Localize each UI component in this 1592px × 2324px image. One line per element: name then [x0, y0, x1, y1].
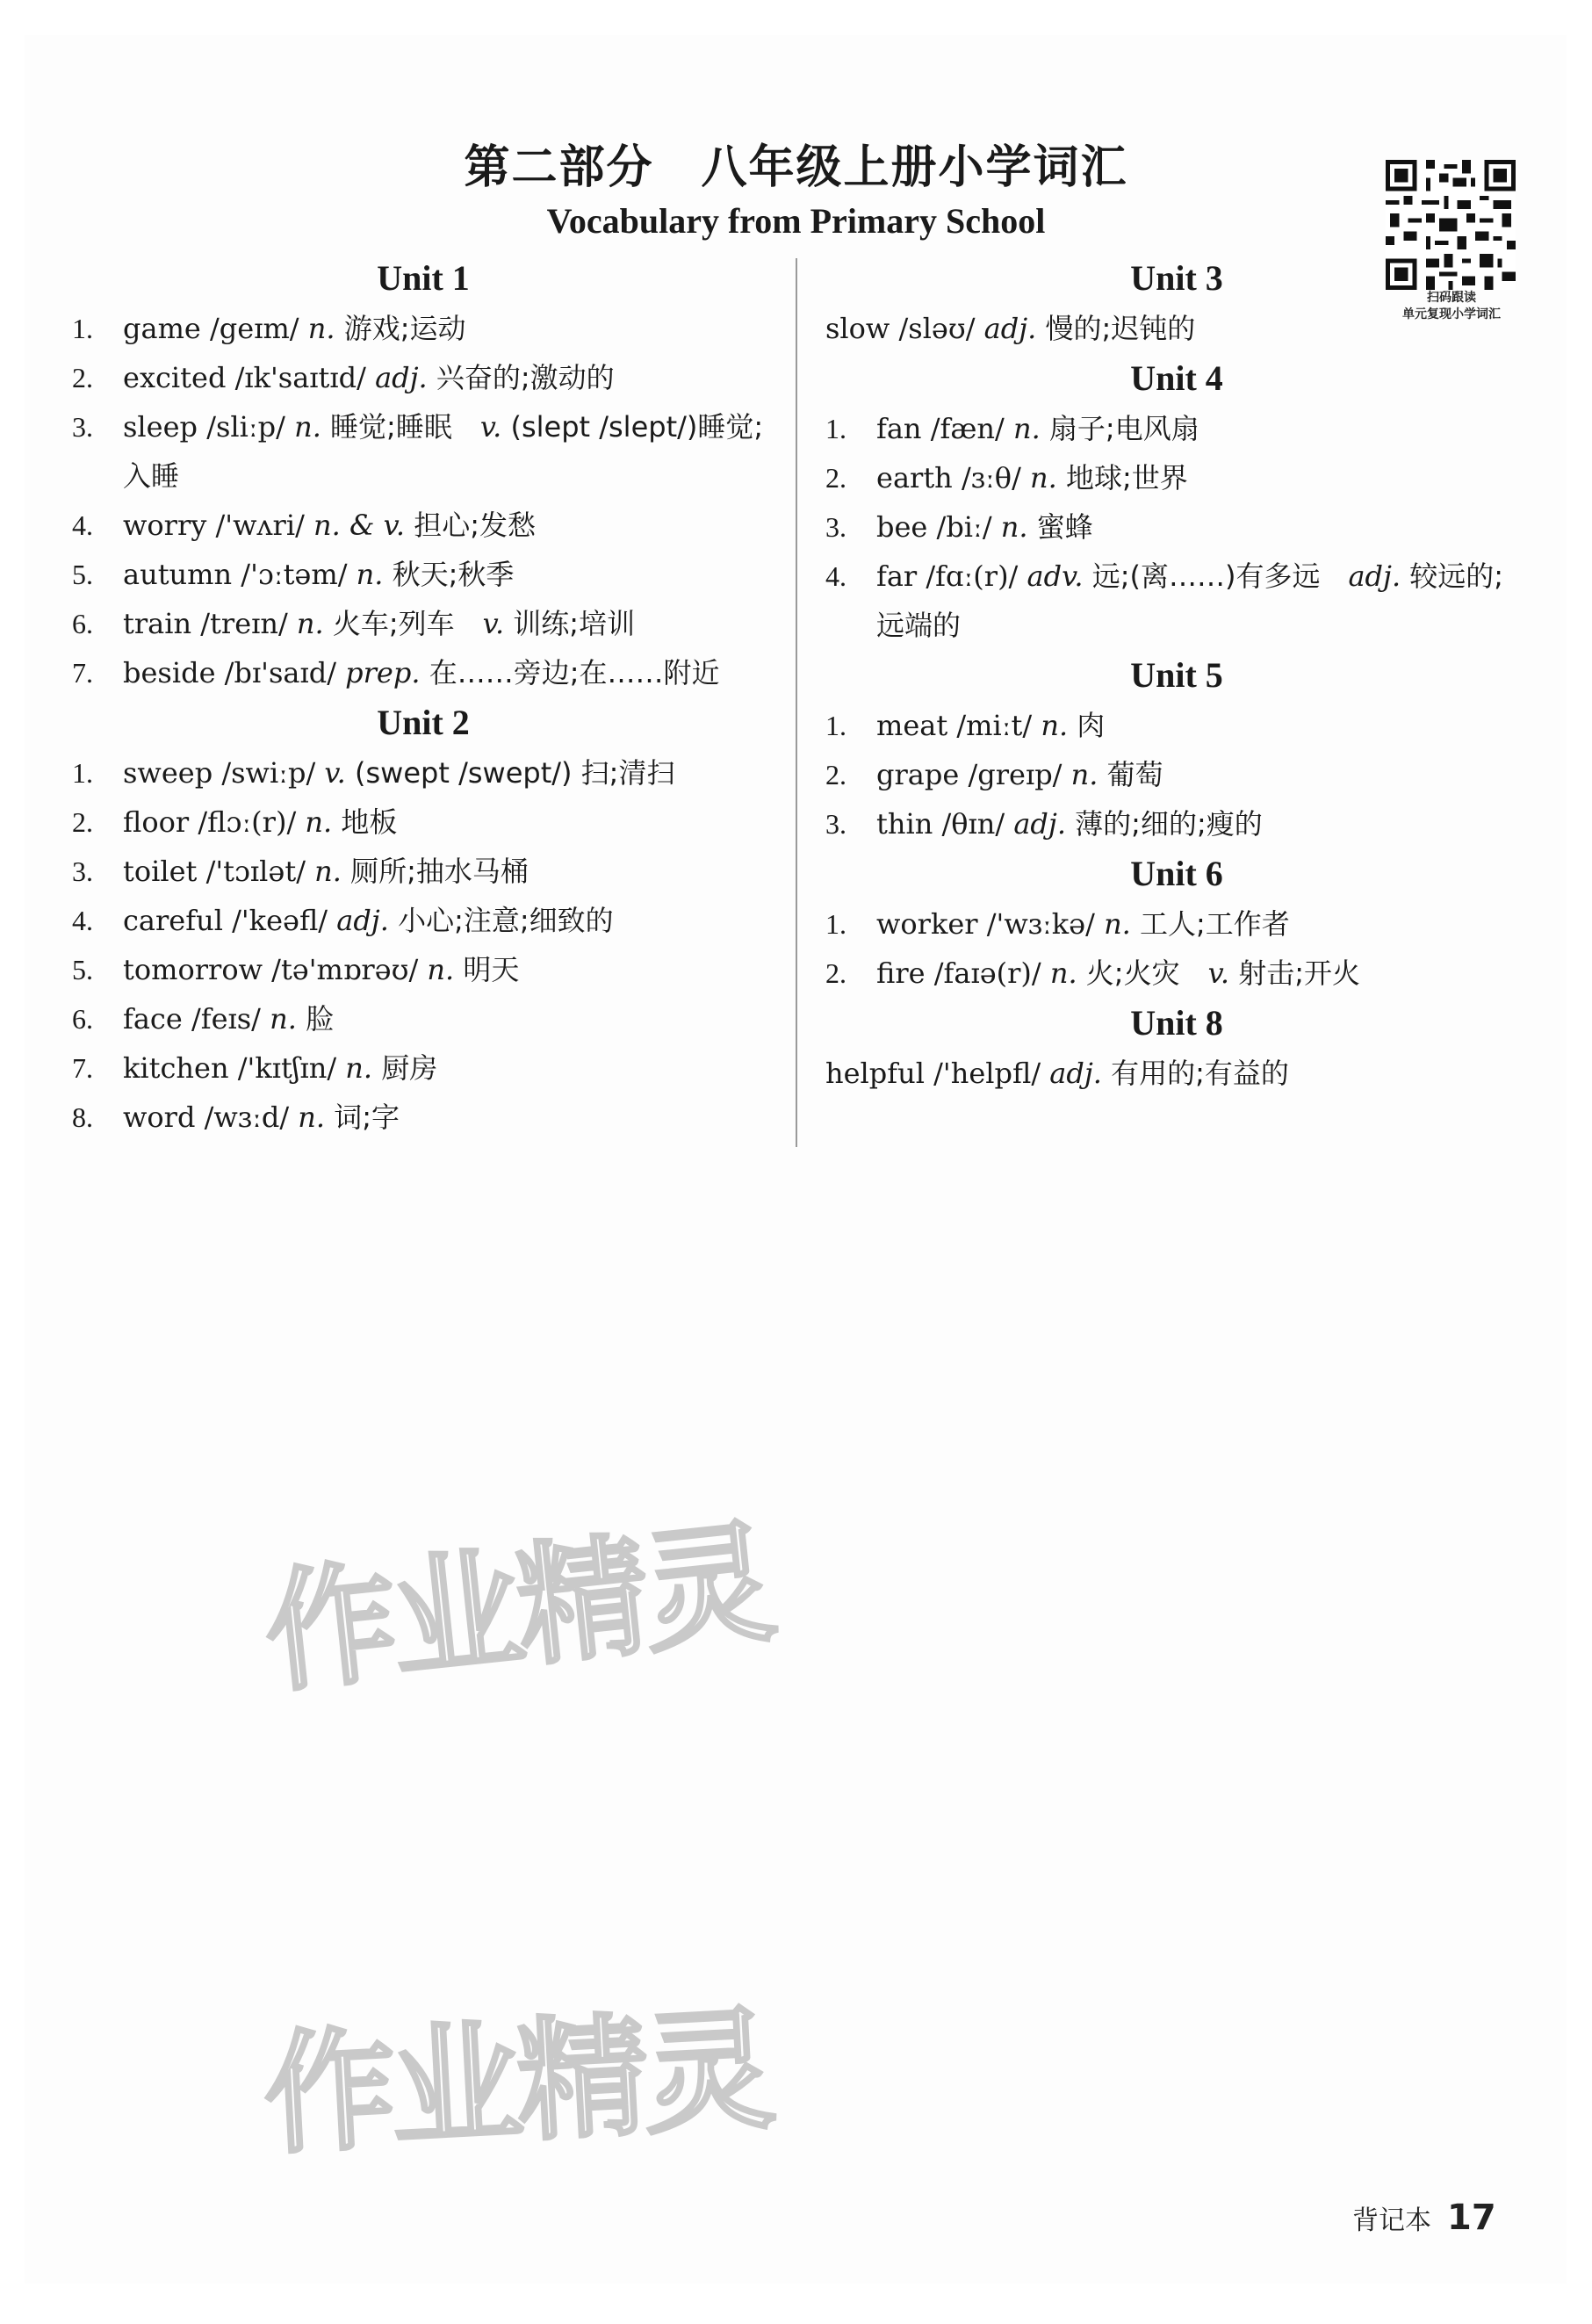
- entry-number: 3.: [72, 855, 93, 887]
- entry-number: 2.: [825, 759, 846, 790]
- entry-word: word: [123, 1101, 196, 1134]
- entry-meaning: 兴奋的;激动的: [436, 361, 615, 394]
- entry-phonetic: /fɑː(r)/: [926, 559, 1019, 593]
- entry-word: careful: [123, 904, 223, 937]
- unit-section: [825, 353, 1528, 650]
- entry-meaning: 睡觉;睡眠: [330, 410, 452, 444]
- entry-body: [876, 949, 1528, 998]
- entry-pos: n.: [305, 805, 333, 839]
- entry-body: [123, 748, 774, 798]
- entry-number: 6.: [72, 1003, 93, 1035]
- entry-body: [876, 404, 1528, 453]
- vocab-entry: [825, 1049, 1528, 1098]
- entry-body: [876, 552, 1528, 650]
- entry-pos: n.: [307, 312, 335, 345]
- vocab-entry: [825, 304, 1528, 353]
- entry-meaning: 远;(离……)有多远: [1091, 559, 1321, 593]
- entry-word: floor: [123, 805, 190, 839]
- entry-word: face: [123, 1002, 183, 1036]
- entry-body: [123, 648, 774, 697]
- entry-pos: n.: [294, 410, 321, 444]
- entry-pos-2: v.: [1207, 956, 1230, 990]
- entry-number: 5.: [72, 954, 93, 985]
- entry-meaning-2: (slept /slept/)睡觉;入睡: [123, 410, 764, 493]
- vocab-entry: [72, 648, 774, 697]
- entry-word: kitchen: [123, 1051, 229, 1085]
- entry-phonetic: /sləʊ/: [898, 312, 976, 345]
- entry-pos: n. & v.: [313, 509, 406, 542]
- page-subtitle: Vocabulary from Primary School: [546, 201, 1046, 241]
- entry-number: 3.: [825, 808, 846, 840]
- entry-number: 1.: [825, 908, 846, 940]
- entry-body: [876, 453, 1528, 502]
- vocab-entry: [72, 1043, 774, 1093]
- entry-word: autumn: [123, 558, 233, 591]
- entry-body: [123, 599, 774, 648]
- entry-body: [123, 1093, 774, 1142]
- entry-phonetic: /fæn/: [930, 412, 1005, 445]
- entry-phonetic: /ɜːθ/: [961, 461, 1021, 494]
- entry-meaning: 在……旁边;在……附近: [429, 656, 720, 689]
- right-column: [825, 253, 1528, 1098]
- entry-pos: n.: [427, 953, 455, 986]
- entry-word: earth: [876, 461, 953, 494]
- entry-number: 2.: [825, 462, 846, 494]
- entry-meaning: 蜜蜂: [1036, 510, 1093, 544]
- vocab-entry: [825, 799, 1528, 848]
- entry-pos: adj.: [336, 904, 389, 937]
- entry-pos: prep.: [345, 656, 421, 689]
- entry-pos: adj.: [1013, 807, 1066, 841]
- entry-number: 3.: [825, 511, 846, 543]
- entry-pos: adv.: [1027, 559, 1084, 593]
- entry-body: [123, 945, 774, 994]
- entry-meaning: 薄的;细的;瘦的: [1075, 807, 1263, 841]
- vocab-entry: [72, 1093, 774, 1142]
- entry-meaning-2: 训练;培训: [513, 607, 636, 640]
- vocab-entry: [72, 599, 774, 648]
- entry-word: game: [123, 312, 201, 345]
- vocab-entry: [825, 453, 1528, 502]
- entry-word: beside: [123, 656, 216, 689]
- entry-meaning: 工人;工作者: [1140, 907, 1290, 941]
- vocab-entry: [825, 502, 1528, 552]
- entry-word: thin: [876, 807, 933, 841]
- entry-pos-2: v.: [482, 607, 505, 640]
- entry-pos: n.: [314, 855, 342, 888]
- unit-section: [72, 697, 774, 1142]
- entry-word: fan: [876, 412, 922, 445]
- entry-meaning: 担心;发愁: [414, 509, 537, 542]
- entry-pos: n.: [1030, 461, 1057, 494]
- vocab-entry: [72, 748, 774, 798]
- entry-meaning: 火;火灾: [1085, 956, 1180, 990]
- entry-phonetic: /'wʌri/: [215, 509, 305, 542]
- entry-number: 3.: [72, 411, 93, 443]
- entry-body: [123, 304, 774, 353]
- left-column: [72, 253, 774, 1142]
- entry-pos: n.: [1000, 510, 1028, 544]
- entry-word: worker: [876, 907, 978, 941]
- entry-pos: adj.: [1049, 1057, 1102, 1090]
- entry-body: [123, 798, 774, 847]
- entry-word: helpful: [825, 1057, 925, 1090]
- entry-phonetic: /ɪk'saɪtɪd/: [234, 361, 366, 394]
- entry-pos: adj.: [983, 312, 1037, 345]
- entry-body: [123, 353, 774, 402]
- entry-meaning-2: 射击;开火: [1238, 956, 1361, 990]
- entry-body: [876, 750, 1528, 799]
- vocab-entry: [72, 402, 774, 501]
- column-divider: [796, 258, 797, 1147]
- entry-meaning: 厕所;抽水马桶: [350, 855, 529, 888]
- entry-phonetic: /geɪm/: [210, 312, 299, 345]
- entry-word: sleep: [123, 410, 198, 444]
- entry-meaning: 小心;注意;细致的: [398, 904, 614, 937]
- qr-caption-line-2: 单元复现小学词汇: [1402, 307, 1501, 321]
- entry-phonetic: /bɪ'saɪd/: [224, 656, 336, 689]
- vocab-entry: [72, 798, 774, 847]
- entry-phonetic: /tə'mɒrəʊ/: [271, 953, 419, 986]
- entry-phonetic: /'ɔːtəm/: [241, 558, 348, 591]
- entry-number: 6.: [72, 608, 93, 639]
- unit-heading: Unit 8: [1130, 1003, 1223, 1043]
- entry-number: 4.: [825, 560, 846, 592]
- vocab-entry: [72, 847, 774, 896]
- entry-number: 2.: [825, 957, 846, 989]
- entry-pos: n.: [270, 1002, 297, 1036]
- entry-meaning-2: 较远的;远端的: [876, 559, 1504, 642]
- entry-pos: n.: [298, 1101, 326, 1134]
- entry-pos-2: adj.: [1348, 559, 1401, 593]
- entry-pos: n.: [1041, 709, 1069, 742]
- entry-word: bee: [876, 510, 928, 544]
- entry-meaning: 地板: [341, 805, 398, 839]
- entry-body: [123, 1043, 774, 1093]
- entry-phonetic: /wɜːd/: [204, 1101, 290, 1134]
- entry-number: 2.: [72, 362, 93, 393]
- vocab-entry: [825, 701, 1528, 750]
- entry-meaning: 火车;列车: [332, 607, 455, 640]
- entry-meaning: (swept /swept/) 扫;清扫: [355, 756, 675, 790]
- entry-body: [123, 402, 774, 501]
- entry-meaning: 厨房: [381, 1051, 438, 1085]
- entry-number: 4.: [72, 905, 93, 936]
- entry-pos: n.: [345, 1051, 373, 1085]
- entry-word: toilet: [123, 855, 198, 888]
- vocab-entry: [72, 550, 774, 599]
- entry-phonetic: /θɪn/: [941, 807, 1005, 841]
- entry-meaning: 游戏;运动: [343, 312, 466, 345]
- entry-phonetic: /'wɜːkə/: [986, 907, 1095, 941]
- entry-number: 8.: [72, 1101, 93, 1133]
- entry-number: 1.: [825, 710, 846, 741]
- entry-meaning: 词;字: [334, 1101, 400, 1134]
- unit-section: [825, 848, 1528, 998]
- entry-phonetic: /miːt/: [956, 709, 1033, 742]
- entry-phonetic: /biː/: [936, 510, 992, 544]
- unit-heading: Unit 6: [1130, 854, 1223, 893]
- entry-phonetic: /greɪp/: [968, 758, 1063, 791]
- entry-number: 4.: [72, 509, 93, 541]
- entry-pos: n.: [296, 607, 324, 640]
- entry-word: grape: [876, 758, 960, 791]
- vocab-entry: [72, 353, 774, 402]
- unit-section: [825, 650, 1528, 848]
- entry-phonetic: /feɪs/: [191, 1002, 261, 1036]
- entry-meaning: 慢的;迟钝的: [1045, 312, 1196, 345]
- unit-section: [825, 998, 1528, 1098]
- entry-body: [123, 896, 774, 945]
- vocab-entry: [825, 404, 1528, 453]
- entry-pos-2: v.: [479, 410, 502, 444]
- entry-pos: adj.: [375, 361, 428, 394]
- entry-phonetic: /treɪn/: [200, 607, 288, 640]
- page-number: 17: [1447, 2198, 1496, 2238]
- entry-body: [123, 994, 774, 1043]
- vocab-entry: [72, 994, 774, 1043]
- entry-meaning: 秋天;秋季: [392, 558, 515, 591]
- entry-meaning: 扇子;电风扇: [1048, 412, 1199, 445]
- entry-number: 2.: [72, 806, 93, 838]
- entry-pos: v.: [324, 756, 346, 790]
- watermark: 作业精灵: [260, 1994, 774, 2173]
- entry-phonetic: /swiːp/: [221, 756, 316, 790]
- page-title: 第二部分 八年级上册小学词汇: [464, 141, 1128, 194]
- vocab-entry: [72, 945, 774, 994]
- entry-body: [123, 501, 774, 550]
- entry-body: [123, 550, 774, 599]
- qr-caption-line-1: 扫码跟读: [1427, 291, 1476, 305]
- entry-number: 7.: [72, 657, 93, 689]
- vocab-entry: [72, 896, 774, 945]
- vocab-entry: [72, 304, 774, 353]
- entry-phonetic: /flɔː(r)/: [198, 805, 297, 839]
- watermark: 作业精灵: [257, 1506, 777, 1712]
- entry-meaning: 有用的;有益的: [1111, 1057, 1289, 1090]
- entry-phonetic: /'kɪtʃɪn/: [237, 1051, 337, 1085]
- entry-body: [876, 899, 1528, 949]
- unit-heading: Unit 3: [1130, 258, 1223, 298]
- entry-word: far: [876, 559, 918, 593]
- footer-label: 背记本: [1352, 2205, 1431, 2236]
- unit-heading: Unit 2: [377, 703, 470, 742]
- entry-word: fire: [876, 956, 926, 990]
- entry-phonetic: /'tɔɪlət/: [205, 855, 306, 888]
- entry-number: 1.: [72, 757, 93, 789]
- entry-meaning: 地球;世界: [1065, 461, 1188, 494]
- entry-pos: n.: [1049, 956, 1077, 990]
- entry-body: [123, 847, 774, 896]
- entry-meaning: 脸: [306, 1002, 335, 1036]
- entry-body: [876, 701, 1528, 750]
- entry-number: 5.: [72, 559, 93, 590]
- entry-pos: n.: [356, 558, 384, 591]
- entry-body: [876, 799, 1528, 848]
- vocab-entry: [825, 899, 1528, 949]
- entry-body: [825, 304, 1528, 353]
- entry-meaning: 明天: [463, 953, 520, 986]
- entry-meaning: 葡萄: [1106, 758, 1163, 791]
- entry-phonetic: /faɪə(r)/: [933, 956, 1041, 990]
- entry-word: train: [123, 607, 192, 640]
- vocab-entry: [825, 949, 1528, 998]
- entry-word: slow: [825, 312, 890, 345]
- vocab-entry: [825, 552, 1528, 650]
- unit-section: [825, 253, 1528, 353]
- entry-body: [825, 1049, 1528, 1098]
- unit-heading: Unit 1: [377, 258, 470, 298]
- entry-number: 1.: [825, 413, 846, 444]
- unit-heading: Unit 4: [1130, 358, 1223, 398]
- entry-phonetic: /'keəfl/: [232, 904, 328, 937]
- entry-meaning: 肉: [1077, 709, 1106, 742]
- unit-section: [72, 253, 774, 697]
- entry-pos: n.: [1104, 907, 1131, 941]
- vocab-entry: [825, 750, 1528, 799]
- entry-phonetic: /'helpfl/: [933, 1057, 1041, 1090]
- entry-word: worry: [123, 509, 207, 542]
- entry-word: tomorrow: [123, 953, 263, 986]
- entry-word: sweep: [123, 756, 213, 790]
- entry-phonetic: /sliːp/: [206, 410, 285, 444]
- page-footer: [1352, 2198, 1496, 2238]
- entry-number: 1.: [72, 313, 93, 344]
- vocab-entry: [72, 501, 774, 550]
- entry-word: excited: [123, 361, 227, 394]
- entry-number: 7.: [72, 1052, 93, 1084]
- entry-word: meat: [876, 709, 948, 742]
- unit-heading: Unit 5: [1130, 655, 1223, 695]
- entry-pos: n.: [1070, 758, 1099, 791]
- entry-body: [876, 502, 1528, 552]
- entry-pos: n.: [1012, 412, 1041, 445]
